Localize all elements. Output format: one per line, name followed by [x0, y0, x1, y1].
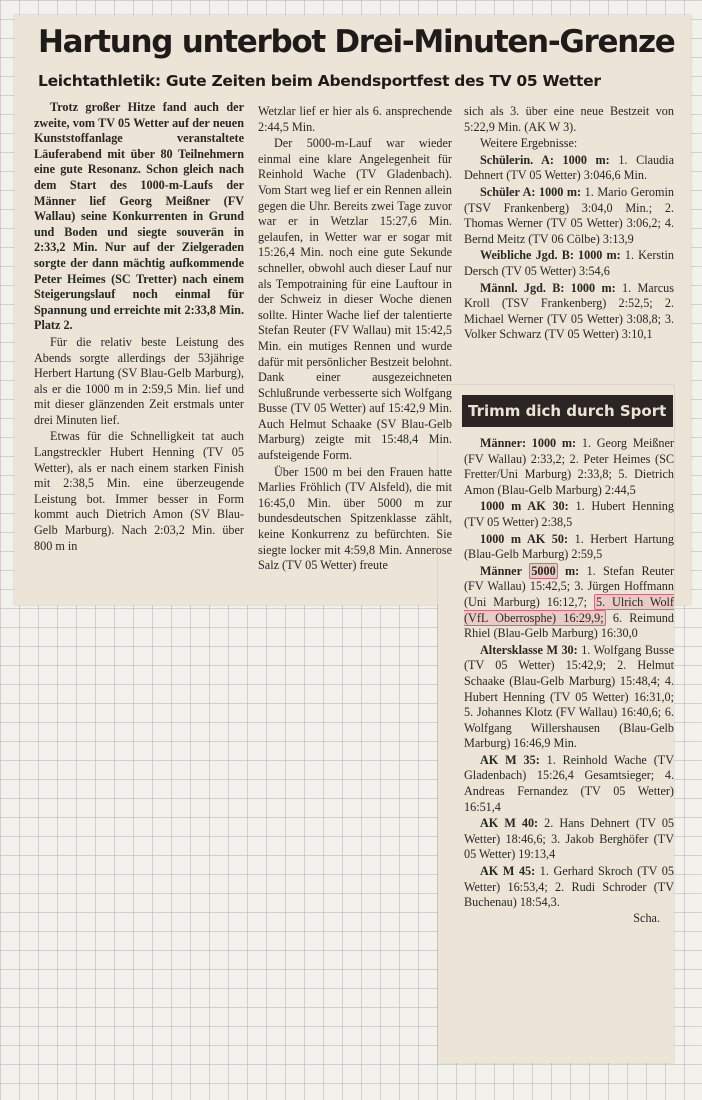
result-entry [464, 436, 674, 498]
result-text: 2. Hans Dehnert (TV 05 Wetter) 18:46,6; 3. Jakob Berghöfer (TV 05 Wetter) 19:13,4 [464, 816, 675, 862]
result-entry [464, 499, 674, 530]
result-heading: AK M 45: [480, 864, 536, 879]
result-heading: Männl. Jgd. B: 1000 m: [480, 280, 616, 295]
result-text: 1. Mario Geromin (TSV Frankenberg) 3:04,0 Min.; 2. Thomas Werner (TV 05 Wetter) 3:06,2; 4. Bernd Meitz (TV 06 Cölbe) 3:13,9 [464, 184, 674, 246]
article-column-3 [464, 104, 674, 343]
highlight-mark: 5000 [531, 563, 556, 578]
section-banner: Trimm dich durch Sport [462, 395, 673, 427]
result-text: 1. Hubert Henning (TV 05 Wetter) 2:38,5 [464, 499, 674, 529]
result-text: 1. Gerhard Skroch (TV 05 Wetter) 16:53,4; 2. Rudi Schroder (TV Buchenau) 18:54,3. [464, 864, 674, 910]
article-paragraph: Über 1500 m bei den Frauen hatte Marlies Fröhlich (TV Alsfeld), die mit 16:45,0 Min. über 5000 m zur bundesdeutschen Spitzenklasse zählt, keine Konkurrenz zu befürchten. Sie siegte locker mit 4:59,8 Min. Annerose Salz (TV 05 Wetter) freute [258, 464, 452, 573]
results-column [464, 436, 674, 926]
result-entry [464, 532, 674, 563]
article-lead: Trotz großer Hitze fand auch der zweite, vom TV 05 Wetter auf der neuen Kunststoffanlage veranstaltete Läuferabend mit über 80 Teilnehmern eine gute Resonanz. Schon gleich nach dem Start des 1000-m-Laufs der Männer lief Georg Meißner (FV Wallau) seine Konkurrenten in Grund und Boden und siegte souverän in 2:33,2 Min. Nur auf der Zielgeraden sorgte der dann mächtig aufkommende Peter Heimes (SC Tretter) nach einem Steigerungslauf noch einmal für Spannung und erreichte mit 2:33,8 Min. Platz 2. [34, 100, 244, 333]
result-text: 1. Claudia Dehnert (TV 05 Wetter) 3:046,6 Min. [464, 152, 674, 183]
result-entry [464, 153, 674, 184]
article-paragraph: Weitere Ergebnisse: [480, 136, 578, 151]
result-heading: m: [557, 563, 580, 578]
subheadline: Leichtathletik: Gute Zeiten beim Abendsportfest des TV 05 Wetter [38, 72, 601, 90]
headline: Hartung unterbot Drei-Minuten-Grenze [38, 24, 675, 60]
result-entry [464, 643, 674, 752]
result-heading: Altersklasse M 30: [480, 642, 578, 657]
result-heading: AK M 35: [480, 752, 540, 767]
result-text: 1. Stefan Reuter (FV Wallau) 15:42,5; 3. Jürgen Hoffmann (Uni Marburg) 16:12,7; [464, 563, 675, 609]
article-column-1 [34, 100, 244, 554]
result-entry [464, 281, 674, 343]
result-entry [464, 564, 674, 642]
author-signature: Scha. [633, 910, 660, 925]
result-heading: AK M 40: [480, 816, 539, 831]
result-entry [464, 248, 674, 279]
article-paragraph: Der 5000-m-Lauf war wieder einmal eine klare Angelegenheit für Reinhold Wache (TV Gladenbach). Vom Start weg lief er ein Rennen allein gegen die Uhr. Bereits zwei Tage zuvor war er in Wetzlar 15:27,6 Min. gelaufen, in Wetter war er sogar mit 15:26,4 Min. noch eine gute Sekunde schneller, obwohl auch dieser Lauf nur als Tempotraining für eine Lauftour in der Schweiz in dieser Woche dienen sollte. Hinter Wache lief der talentierte Stefan Reuter (FV Wallau) mit 15:42,5 Min. ein mutiges Rennen und wurde dafür mit persönlicher Bestzeit belohnt. Dank einer ausgezeichneten Schlußrunde verbesserte sich Wolfgang Busse (TV 05 Wetter) auf 15:42,9 Min. Auch Helmut Schaake (SV Blau-Gelb Marburg) zeigte mit 15:48,4 Min. aufsteigende Form. [258, 136, 452, 463]
result-text: 1. Wolfgang Busse (TV 05 Wetter) 15:42,9; 2. Helmut Schaake (Blau-Gelb Marburg) 15:48,4; 4. Hubert Henning (TV 05 Wetter) 16:31,0; 5. Johannes Klotz (FV Wallau) 16:40,6; 6. Wolfgang Willershausen (Blau-Gelb Marburg) 16:46,9 Min. [464, 642, 675, 751]
result-heading: Männer: 1000 m: [480, 436, 577, 450]
result-text: 1. Kerstin Dersch (TV 05 Wetter) 3:54,6 [464, 248, 674, 278]
result-text: 1. Georg Meißner (FV Wallau) 2:33,2; 2. Peter Heimes (SC Fretter/Uni Marburg) 2:33,8; 5. Dietrich Amon (Blau-Gelb Marburg) 2:44,5 [464, 436, 674, 497]
article-column-2 [258, 104, 452, 574]
article-paragraph: sich als 3. über eine neue Bestzeit von 5:22,9 Min. (AK W 3). [464, 104, 674, 134]
article-paragraph: Für die relativ beste Leistung des Abends sorgte allerdings der 53jährige Herbert Hartung (SV Blau-Gelb Marburg), als er die 1000 m in 2:59,5 Min. lief und mit dieser glänzenden Zeit erstmals unter drei Minuten lief. [34, 334, 244, 427]
result-heading: Schülerin. A: 1000 m: [480, 152, 610, 167]
result-heading: 1000 m AK 50: [480, 531, 569, 546]
highlight-mark: 5. Ulrich Wolf (VfL Oberrosphe) 16:29,9; [464, 594, 674, 625]
result-text: 1. Reinhold Wache (TV Gladenbach) 15:26,4 Gesamtsieger; 4. Andreas Fernandez (TV 05 Wetter) 16:51,4 [464, 752, 674, 814]
result-heading: 1000 m AK 30: [480, 499, 569, 514]
result-heading: Weibliche Jgd. B: 1000 m: [480, 248, 621, 263]
result-entry [464, 185, 674, 247]
article-paragraph: Wetzlar lief er hier als 6. ansprechende 2:44,5 Min. [258, 104, 452, 134]
result-entry [464, 864, 674, 911]
result-text: 6. Reimund Rhiel (Blau-Gelb Marburg) 16:30,0 [464, 610, 674, 641]
result-heading: Männer [480, 563, 522, 578]
result-entry [464, 816, 674, 863]
result-heading: Schüler A: 1000 m: [480, 184, 582, 199]
result-text: 1. Marcus Kroll (TSV Frankenberg) 2:52,5; 2. Michael Werner (TV 05 Wetter) 3:08,8; 3. Volker Schwarz (TV 05 Wetter) 3:10,1 [464, 280, 674, 342]
result-text: 1. Herbert Hartung (Blau-Gelb Marburg) 2:59,5 [464, 531, 674, 562]
article-paragraph: Etwas für die Schnelligkeit tat auch Langstreckler Hubert Henning (TV 05 Wetter), als er nach einem starken Finish mit 2:38,5 Min. eine überzeugende Leistung bot. Immer besser in Form kommt auch Dietrich Amon (SV Blau-Gelb Marburg). Nach 2:03,2 Min. über 800 m in [34, 429, 244, 553]
result-entry [464, 753, 674, 815]
